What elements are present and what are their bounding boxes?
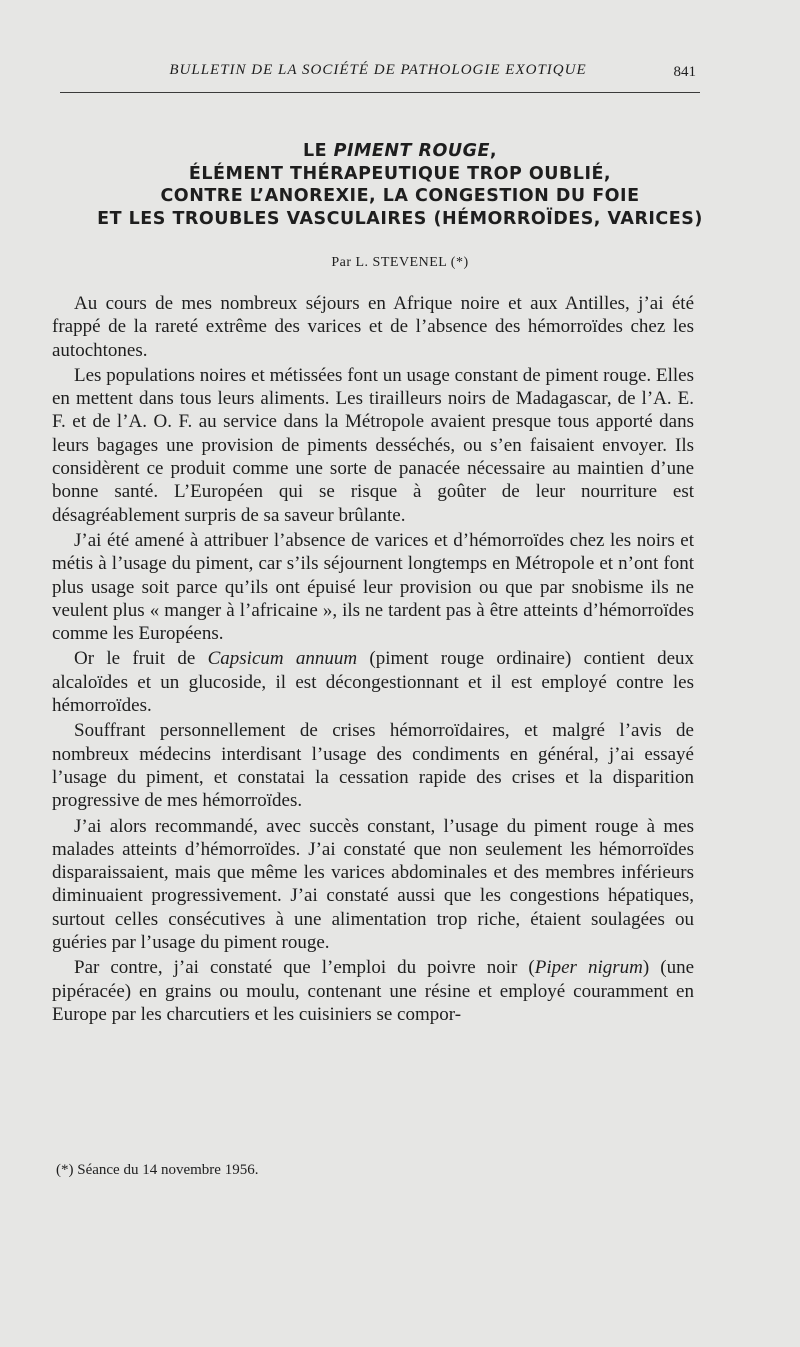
article-body xyxy=(52,292,694,1028)
paragraph-1: Au cours de mes nombreux séjours en Afrique noire et aux Antilles, j’ai été frappé de la rareté extrême des varices et de l’absence des hémorroïdes chez les autochtones. xyxy=(52,293,694,361)
byline: Par L. STEVENEL (*) xyxy=(331,255,469,270)
paragraph-6: J’ai alors recommandé, avec succès constant, l’usage du piment rouge à mes malades atteints d’hémorroïdes. J’ai constaté que non seulement les hémorroïdes disparaissaient, mais que même les varices abdominales et des membres inférieurs diminuaient progressivement. J’ai constaté aussi que les congestions hépatiques, surtout celles consécutives à une alimentation trop riche, étaient soulagées ou guéries par l’usage du piment rouge. xyxy=(52,815,694,954)
paragraph-5: Souffrant personnellement de crises hémorroïdaires, et malgré l’avis de nombreux médecins interdisant l’usage des condiments en général, j’ai essayé l’usage du piment, et constatai la cessation rapide des crises et la disparition progressive de mes hémorroïdes. xyxy=(52,720,694,812)
page-number: 841 xyxy=(673,64,696,80)
paragraph-3: J’ai été amené à attribuer l’absence de varices et d’hémorroïdes chez les noirs et métis à l’usage du piment, car s’ils séjournent longtemps en Métropole et n’ont font plus usage soit parce qu’ils ont épuisé leur provision ou que par snobisme ils ne veulent plus « manger à l’africaine », ils ne tardent pas à être atteints d’hémorroïdes comme les Européens. xyxy=(52,529,694,645)
paragraph-4-start: Or le fruit de xyxy=(74,648,208,670)
paragraph-7 xyxy=(52,956,694,1026)
title-line-4: ET LES TROUBLES VASCULAIRES (HÉMORROÏDES, VARICES) xyxy=(97,208,703,229)
article-title xyxy=(30,140,770,230)
species-name-piper: Piper nigrum xyxy=(534,957,643,979)
paragraph-2: Les populations noires et métissées font un usage constant de piment rouge. Elles en mettent dans tous leurs aliments. Les tirailleurs noirs de Madagascar, de l’A. E. F. et de l’A. O. F. au service dans la Métropole avaient presque tous apporté dans leurs bagages une provision de piments desséchés, ou s’en faisaient envoyer. Ils considèrent ce produit comme une sorte de panacée nécessaire au maintien d’une bonne santé. L’Européen qui se risque à goûter de leur nourriture est désagréablement surpris de sa saveur brûlante. xyxy=(52,364,694,526)
title-line-1 xyxy=(30,140,770,163)
title-line-3: CONTRE L’ANOREXIE, LA CONGESTION DU FOIE xyxy=(160,186,640,206)
paragraph-4 xyxy=(52,647,694,717)
paragraph-4-end: (piment rouge ordinaire) contient deux alcaloïdes et un glucoside, il est décongestionnant et il est employé contre les hémorroïdes. xyxy=(52,648,694,717)
paragraph-7-start: Par contre, j’ai constaté que l’emploi du poivre noir ( xyxy=(74,957,535,979)
paragraph-7-end: ) (une pipéracée) en grains ou moulu, contenant une résine et employé couramment en Europe par les charcutiers et les cuisiniers se compor- xyxy=(52,957,694,1025)
footnote: (*) Séance du 14 novembre 1956. xyxy=(56,1162,259,1178)
title-line-2: ÉLÉMENT THÉRAPEUTIQUE TROP OUBLIÉ, xyxy=(188,163,612,184)
title-suffix: , xyxy=(489,141,498,161)
running-head: BULLETIN DE LA SOCIÉTÉ DE PATHOLOGIE EXOTIQUE xyxy=(169,62,587,78)
page-header xyxy=(60,58,700,93)
title-prefix: LE xyxy=(302,141,334,161)
species-name-capsicum: Capsicum annuum xyxy=(207,648,358,670)
title-italic: PIMENT ROUGE xyxy=(333,141,490,161)
